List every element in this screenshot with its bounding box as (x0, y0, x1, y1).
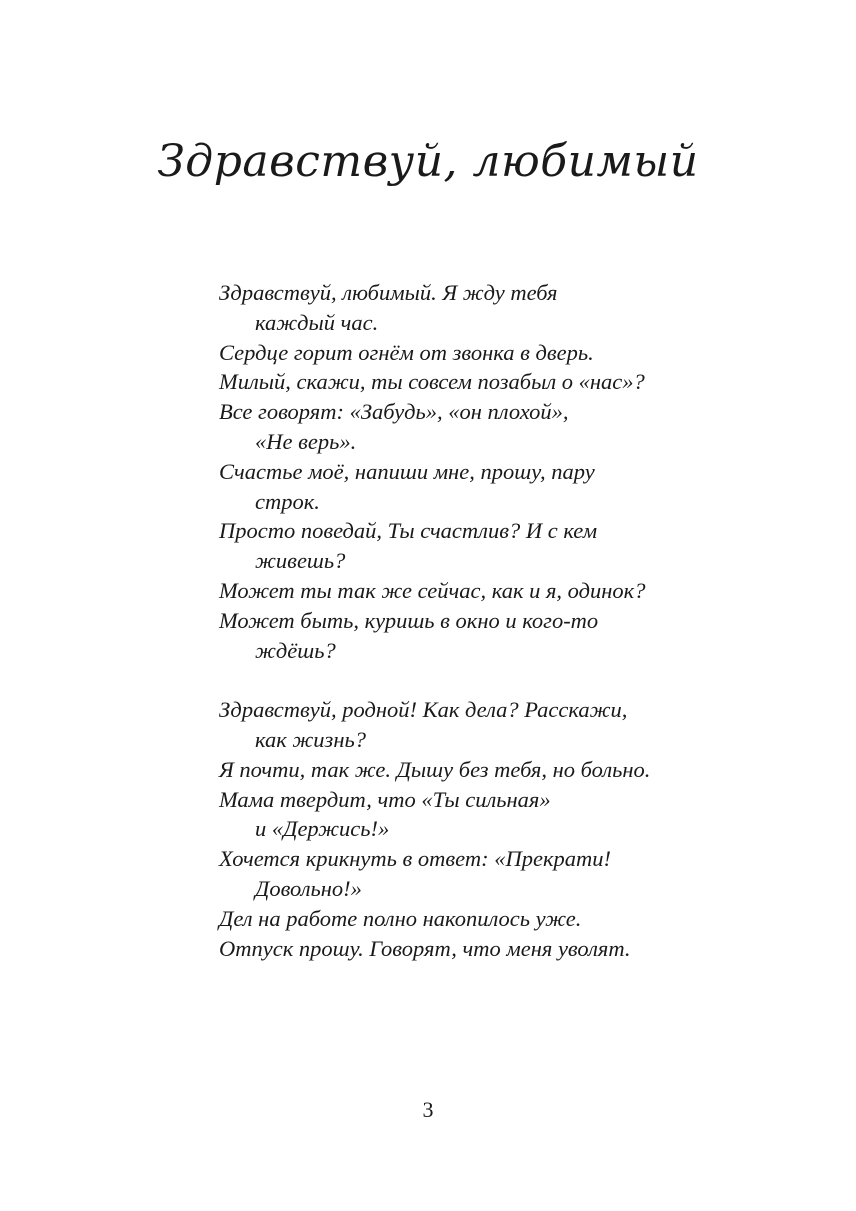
poem-line-continuation: живешь? (255, 548, 346, 574)
poem-line: Просто поведай, Ты счастлив? И с кем (219, 518, 598, 544)
poem-line-continuation: каждый час. (255, 309, 379, 335)
stanza-1 (219, 278, 819, 665)
poem-line: Милый, скажи, ты совсем позабыл о «нас»? (219, 369, 645, 395)
stanza-2 (219, 695, 819, 963)
poem-line: Сердце горит огнём от звонка в дверь. (219, 339, 594, 365)
poem-line-continuation: строк. (255, 488, 320, 514)
poem-line-continuation: и «Держись!» (255, 816, 390, 842)
poem-line-continuation: Довольно!» (255, 875, 362, 901)
poem-line: Отпуск прошу. Говорят, что меня уволят. (219, 935, 631, 961)
poem-title: Здравствуй, любимый (157, 136, 699, 187)
poem-line-continuation: ждёшь? (255, 637, 336, 663)
poem-body (219, 278, 819, 993)
poem-line: Все говорят: «Забудь», «он плохой», (219, 399, 569, 425)
poem-line-continuation: как жизнь? (255, 726, 366, 752)
poem-line: Может быть, куришь в окно и кого-то (219, 607, 599, 633)
poem-line: Дел на работе полно накопилось уже. (219, 905, 582, 931)
poem-line: Мама твердит, что «Ты сильная» (219, 786, 551, 812)
poem-line: Хочется крикнуть в ответ: «Прекрати! (219, 846, 611, 872)
poem-line: Здравствуй, любимый. Я жду тебя (219, 280, 558, 305)
poem-line: Может ты так же сейчас, как и я, одинок? (219, 577, 646, 603)
poem-line-continuation: «Не верь». (255, 428, 357, 454)
page-number: 3 (422, 1097, 434, 1122)
poem-line: Здравствуй, родной! Как дела? Расскажи, (219, 697, 628, 723)
poem-line: Я почти, так же. Дышу без тебя, но больно. (219, 756, 651, 782)
poem-line: Счастье моё, напиши мне, прошу, пару (219, 458, 595, 484)
